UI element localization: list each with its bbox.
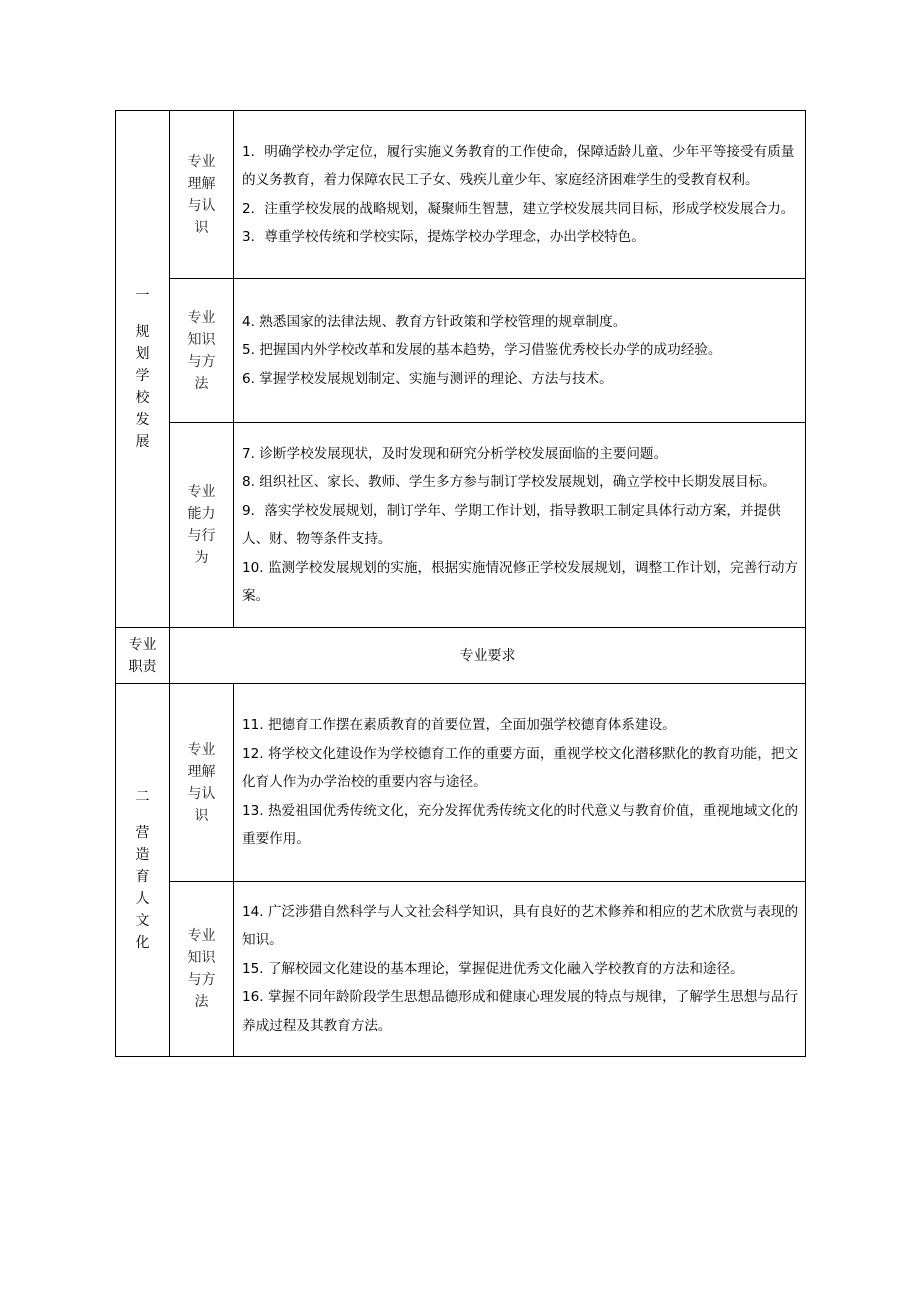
category-label: 专业知识与方法 (187, 928, 216, 1010)
requirements-cell (234, 279, 806, 423)
requirement-item: 13. 热爱祖国优秀传统文化，充分发挥优秀传统文化的时代意义与教育价值，重视地域文化的重要作用。 (242, 802, 799, 848)
requirement-item: 11. 把德育工作摆在素质教育的首要位置，全面加强学校德育体系建设。 (242, 717, 676, 734)
category-label: 专业能力与行为 (187, 484, 216, 566)
requirement-item: 3．尊重学校传统和学校实际，提炼学校办学理念，办出学校特色。 (242, 229, 645, 245)
requirement-item: 10. 监测学校发展规划的实施，根据实施情况修正学校发展规划，调整工作计划，完善行动方案。 (242, 559, 799, 604)
table-row (116, 423, 806, 628)
requirement-item: 14. 广泛涉猎自然科学与人文社会科学知识，具有良好的艺术修养和相应的艺术欣赏与表现的知识。 (242, 903, 799, 949)
requirements-cell (234, 684, 806, 882)
requirements-cell (234, 882, 806, 1057)
requirement-item: 15. 了解校园文化建设的基本理论，掌握促进优秀文化融入学校教育的方法和途径。 (242, 960, 744, 977)
header-requirements: 专业要求 (170, 628, 806, 684)
requirement-item: 2．注重学校发展的战略规划，凝聚师生智慧，建立学校发展共同目标，形成学校发展合力。 (242, 200, 795, 217)
requirements-cell (234, 111, 806, 279)
header-row (116, 628, 806, 684)
duty-number: 二 (135, 789, 150, 805)
requirement-item: 8. 组织社区、家长、教师、学生多方参与制订学校发展规划，确立学校中长期发展目标。 (242, 474, 776, 490)
duty-cell-1 (116, 111, 170, 628)
category-cell (170, 684, 234, 882)
category-label: 专业理解与认识 (187, 741, 216, 824)
standards-table (115, 110, 806, 1057)
table-row (116, 279, 806, 423)
duty-cell-2 (116, 684, 170, 1057)
requirement-item: 9．落实学校发展规划，制订学年、学期工作计划，指导教职工制定具体行动方案，并提供人、财、物等条件支持。 (242, 502, 781, 547)
category-label: 专业理解与认识 (187, 153, 216, 236)
requirement-item: 7. 诊断学校发展现状，及时发现和研究分析学校发展面临的主要问题。 (242, 445, 668, 462)
category-label: 专业知识与方法 (187, 309, 216, 392)
category-cell (170, 111, 234, 279)
requirement-item: 6. 掌握学校发展规划制定、实施与测评的理论、方法与技术。 (242, 370, 613, 387)
requirement-item: 5. 把握国内外学校改革和发展的基本趋势，学习借鉴优秀校长办学的成功经验。 (242, 342, 722, 359)
category-cell (170, 882, 234, 1057)
duty-title: 营 造 育 人 文 化 (135, 825, 150, 951)
category-cell (170, 279, 234, 423)
table-row (116, 684, 806, 882)
requirement-item: 16. 掌握不同年龄阶段学生思想品德形成和健康心理发展的特点与规律，了解学生思想与品行养成过程及其教育方法。 (242, 989, 799, 1034)
table-row (116, 882, 806, 1057)
table-row (116, 111, 806, 279)
duty-number: 一 (135, 288, 150, 304)
requirement-item: 4. 熟悉国家的法律法规、教育方针政策和学校管理的规章制度。 (242, 313, 627, 330)
header-duty: 专业职责 (116, 628, 170, 684)
requirement-item: 12. 将学校文化建设作为学校德育工作的重要方面，重视学校文化潜移默化的教育功能，把文化育人作为办学治校的重要内容与途径。 (242, 745, 799, 791)
requirements-cell (234, 423, 806, 628)
duty-title: 规 划 学 校 发 展 (135, 324, 150, 450)
requirement-item: 1．明确学校办学定位，履行实施义务教育的工作使命，保障适龄儿童、少年平等接受有质量的义务教育，着力保障农民工子女、残疾儿童少年、家庭经济困难学生的受教育权利。 (242, 143, 795, 188)
category-cell (170, 423, 234, 628)
